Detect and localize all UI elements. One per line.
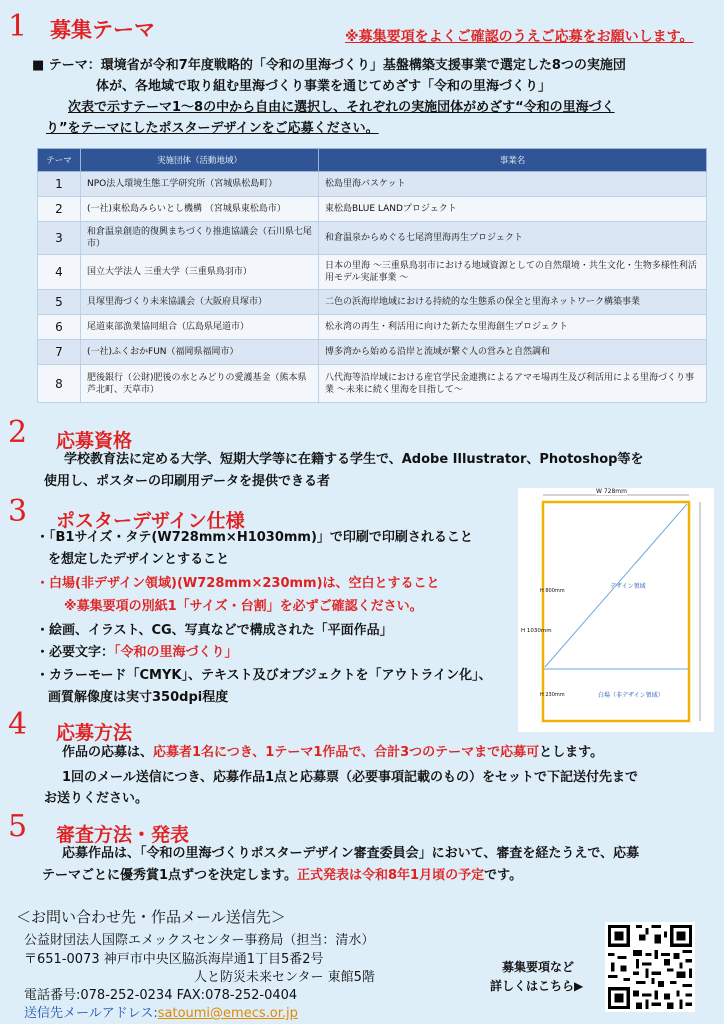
announcement-date: 正式発表は令和8年1月頃の予定	[297, 868, 485, 883]
spec-line-8: 画質解像度は実寸350dpi程度	[48, 690, 229, 705]
spec-line-2: を想定したデザインとすること	[48, 552, 230, 567]
spec-line-7: ・カラーモード「CMYK」、テキスト及びオブジェクトを「アウトライン化」、	[36, 668, 492, 683]
qr-code[interactable]	[605, 922, 695, 1012]
row-number: 4	[38, 255, 81, 290]
section-5-title: 審査方法・発表	[56, 824, 190, 846]
section-3-number: 3	[8, 494, 28, 529]
row-org: NPO法人環境生態工学研究所（宮城県松島町）	[81, 172, 319, 197]
row-project: 和倉温泉からめぐる七尾湾里海再生プロジェクト	[319, 222, 707, 255]
table-row	[38, 255, 707, 290]
row-project: 東松島BLUE LANDプロジェクト	[319, 197, 707, 222]
table-row	[38, 222, 707, 255]
table-row	[38, 172, 707, 197]
eligibility-line-1: 学校教育法に定める大学、短期大学等に在籍する学生で、Adobe Illustrator、Photoshop等を	[64, 452, 644, 467]
contact-address-1: 〒651-0073 神戸市中央区脇浜海岸通1丁目5番2号	[24, 952, 324, 967]
row-org: 尾道東部漁業協同組合（広島県尾道市）	[81, 315, 319, 340]
diagram-h230-label: H 230mm	[540, 692, 565, 698]
theme-line-2: 体が、各地域で取り組む里海づくり事業を通じてめざす「令和の里海づくり」	[96, 79, 552, 94]
poster-size-diagram	[518, 488, 714, 732]
contact-tel-fax: 電話番号:078-252-0234 FAX:078-252-0404	[24, 988, 298, 1003]
row-org: 和倉温泉創造的復興まちづくり推進協議会（石川県七尾市）	[81, 222, 319, 255]
qr-label-1: 募集要項など	[502, 960, 575, 974]
section-1-number: 1	[8, 9, 28, 44]
row-org: (一社)ふくおかFUN（福岡県福岡市）	[81, 340, 319, 365]
row-number: 6	[38, 315, 81, 340]
apply-line-1a: 作品の応募は、	[62, 745, 154, 760]
diagram-h300-label: H 800mm	[540, 588, 565, 594]
table-row	[38, 197, 707, 222]
row-org: 国立大学法人 三重大学（三重県鳥羽市）	[81, 255, 319, 290]
apply-line-3: お送りください。	[44, 791, 149, 806]
table-row	[38, 290, 707, 315]
theme-line-1: ■ テーマ：環境省が令和7年度戦略的「令和の里海づくり」基盤構築支援事業で選定した8つの実施団	[32, 58, 626, 73]
table-header-org: 実施団体（活動地域）	[81, 149, 319, 172]
review-line-2	[42, 865, 522, 887]
row-org: 肥後銀行（公財)肥後の水とみどりの愛護基金（熊本県芦北町、天草市）	[81, 365, 319, 403]
table-row	[38, 365, 707, 403]
spec-line-4: ※募集要項の別紙1「サイズ・台割」を必ずご確認ください。	[64, 599, 423, 614]
row-project: 松島里海バスケット	[319, 172, 707, 197]
spec-line-6	[36, 642, 238, 664]
review-line-1: 応募作品は、「令和の里海づくりポスターデザイン審査委員会」において、審査を経たうえで、応募	[62, 846, 640, 861]
section-4-title: 応募方法	[56, 722, 133, 744]
row-number: 7	[38, 340, 81, 365]
review-line-2a: テーマごとに優秀賞1点ずつを決定します。	[42, 868, 298, 883]
contact-mail-link[interactable]: satoumi@emecs.or.jp	[157, 1006, 298, 1021]
row-project: 松永湾の再生・利活用に向けた新たな里海創生プロジェクト	[319, 315, 707, 340]
apply-limit: 応募者1名につき、1テーマ1作品で、合計3つのテーマまで応募可	[153, 745, 540, 760]
contact-address-2: 人と防災未来センター 東館5階	[194, 970, 375, 985]
spec-line-5: ・絵画、イラスト、CG、写真などで構成された「平面作品」	[36, 623, 393, 638]
row-project: 二色の浜海岸地域における持続的な生態系の保全と里海ネットワーク構築事業	[319, 290, 707, 315]
table-header-project: 事業名	[319, 149, 707, 172]
spec-line-3: ・白場(非デザイン領域)(W728mm×230mm)は、空白とすること	[36, 576, 440, 591]
diagram-white-area-label: 白場（非デザイン領域）	[598, 692, 664, 699]
contact-mail-row	[24, 1002, 298, 1021]
row-project: 日本の里海 〜三重県鳥羽市における地域資源としての自然環境・共生文化・生物多様性利活用モデル実証事業 〜	[319, 255, 707, 290]
diagram-design-area-label: デザイン領域	[610, 583, 646, 590]
spec-required-text: 「令和の里海づくり」	[114, 645, 238, 660]
row-number: 5	[38, 290, 81, 315]
row-org: 貝塚里海づくり未来協議会（大阪府貝塚市）	[81, 290, 319, 315]
table-row	[38, 315, 707, 340]
section-4-number: 4	[8, 707, 28, 742]
table-header-theme: テーマ	[38, 149, 81, 172]
table-row	[38, 340, 707, 365]
diagram-width-label: W 728mm	[596, 488, 627, 495]
section-2-title: 応募資格	[56, 430, 133, 452]
section-2-number: 2	[8, 415, 28, 450]
review-line-2c: です。	[484, 868, 523, 883]
row-number: 3	[38, 222, 81, 255]
section-1-title: 募集テーマ	[50, 18, 155, 42]
eligibility-line-2: 使用し、ポスターの印刷用データを提供できる者	[44, 474, 331, 489]
section-1-notice: ※募集要項をよくご確認のうえご応募をお願いします。	[345, 29, 694, 45]
spec-required-label: ・必要文字：	[36, 645, 115, 660]
theme-line-4: り”をテーマにしたポスターデザインをご応募ください。	[46, 121, 379, 136]
diagram-height-label: H 1030mm	[521, 628, 552, 634]
contact-mail-label: 送信先メールアドレス:	[24, 1006, 158, 1021]
contact-title: ＜お問い合わせ先・作品メール送信先＞	[16, 908, 286, 926]
section-5-number: 5	[8, 809, 28, 844]
row-number: 1	[38, 172, 81, 197]
apply-line-1c: とします。	[539, 745, 604, 760]
apply-line-1	[62, 742, 603, 764]
theme-table	[37, 148, 707, 403]
apply-line-2: 1回のメール送信につき、応募作品1点と応募票（必要事項記載のもの）をセットで下記送付先まで	[62, 770, 639, 785]
theme-line-3: 次表で示すテーマ1〜8の中から自由に選択し、それぞれの実施団体がめざす“令和の里海づく	[68, 100, 615, 115]
qr-label-2: 詳しくはこちら▶	[490, 979, 584, 993]
section-3-title: ポスターデザイン仕様	[56, 510, 245, 532]
row-org: (一社)東松島みらいとし機構 （宮城県東松島市）	[81, 197, 319, 222]
row-number: 8	[38, 365, 81, 403]
spec-line-1: ・「B1サイズ・タテ(W728mm×H1030mm)」で印刷で印刷されること	[36, 530, 473, 545]
row-project: 博多湾から始める沿岸と流域が繋ぐ人の営みと自然調和	[319, 340, 707, 365]
row-project: 八代海等沿岸域における産官学民金連携によるアマモ場再生及び利活用による里海づくり事業 〜未来に続く里海を目指して〜	[319, 365, 707, 403]
contact-org: 公益財団法人国際エメックスセンター事務局（担当：清水）	[24, 933, 375, 948]
row-number: 2	[38, 197, 81, 222]
